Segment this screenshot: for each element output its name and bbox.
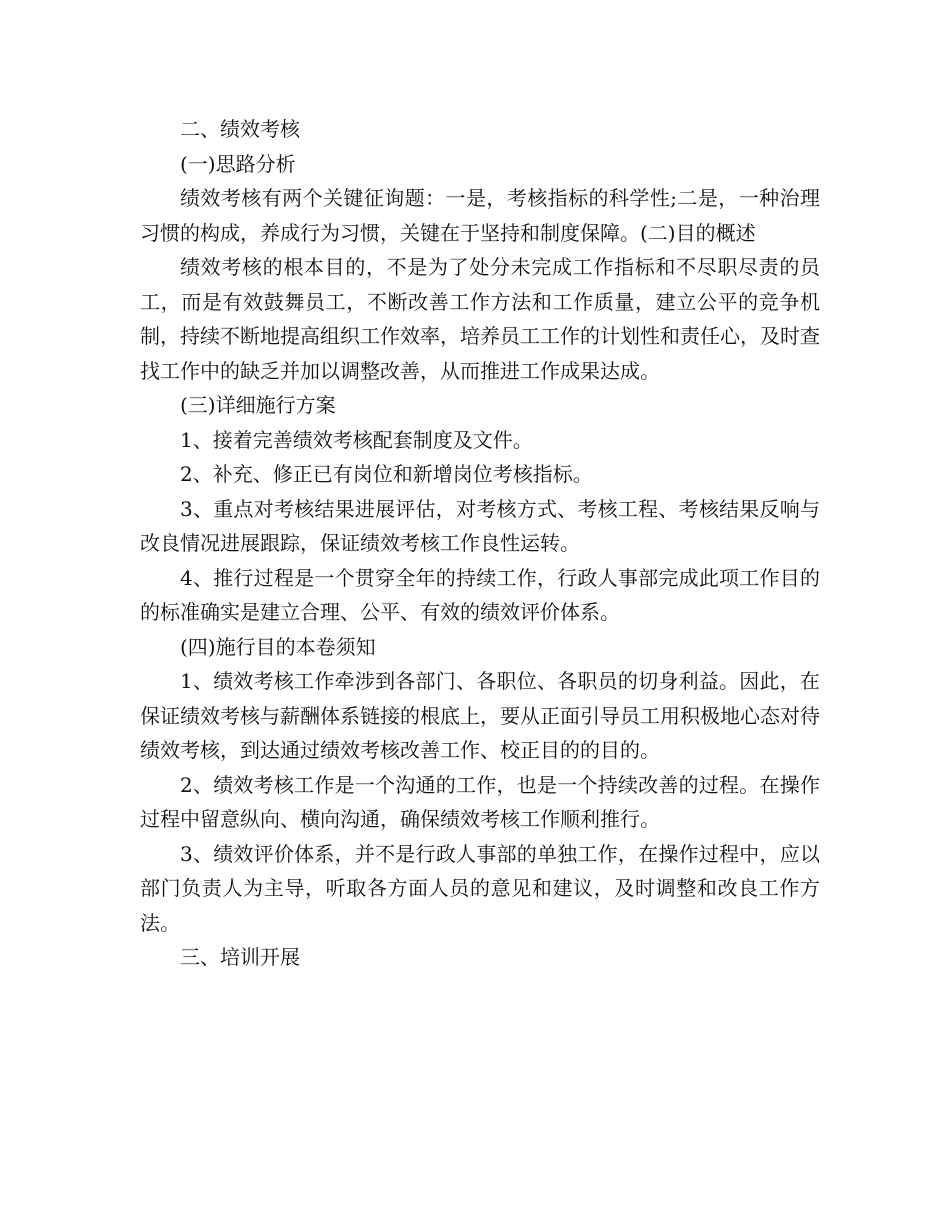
subheading-plan: (三)详细施行方案	[180, 393, 336, 417]
document-page	[140, 112, 820, 975]
paragraph-key-issues: 绩效考核有两个关键征询题：一是，考核指标的科学性;二是，一种治理习惯的构成，养成行为习惯，关键在于坚持和制度保障。(二)目的概述	[140, 186, 820, 245]
list-item-notes-2: 2、绩效考核工作是一个沟通的工作，也是一个持续改善的过程。在操作过程中留意纵向、横向沟通，确保绩效考核工作顺利推行。	[140, 772, 820, 831]
list-item-notes-3: 3、绩效评价体系，并不是行政人事部的单独工作，在操作过程中，应以部门负责人为主导，听取各方面人员的意见和建议，及时调整和改良工作方法。	[140, 841, 820, 935]
list-item-plan-1: 1、接着完善绩效考核配套制度及文件。	[180, 427, 533, 452]
list-item-notes-1: 1、绩效考核工作牵涉到各部门、各职位、各职员的切身利益。因此，在保证绩效考核与薪酬体系链接的根底上，要从正面引导员工用积极地心态对待绩效考核，到达通过绩效考核改善工作、校正目的的目的。	[140, 669, 820, 762]
paragraph-purpose: 绩效考核的根本目的，不是为了处分未完成工作指标和不尽职尽责的员工，而是有效鼓舞员工，不断改善工作方法和工作质量，建立公平的竞争机制，持续不断地提高组织工作效率，培养员工工作的计划性和责任心，及时查找工作中的缺乏并加以调整改善，从而推进工作成果达成。	[140, 255, 820, 383]
list-item-plan-3: 3、重点对考核结果进展评估，对考核方式、考核工程、考核结果反响与改良情况进展跟踪，保证绩效考核工作良性运转。	[140, 496, 820, 555]
section-heading-performance: 二、绩效考核	[180, 117, 300, 141]
list-item-plan-2: 2、补充、修正已有岗位和新增岗位考核指标。	[180, 462, 593, 486]
list-item-plan-4: 4、推行过程是一个贯穿全年的持续工作，行政人事部完成此项工作目的的标准确实是建立合理、公平、有效的绩效评价体系。	[140, 565, 820, 624]
section-heading-training: 三、培训开展	[180, 945, 300, 969]
subheading-notes: (四)施行目的本卷须知	[180, 634, 376, 659]
subheading-approach: (一)思路分析	[180, 151, 296, 176]
